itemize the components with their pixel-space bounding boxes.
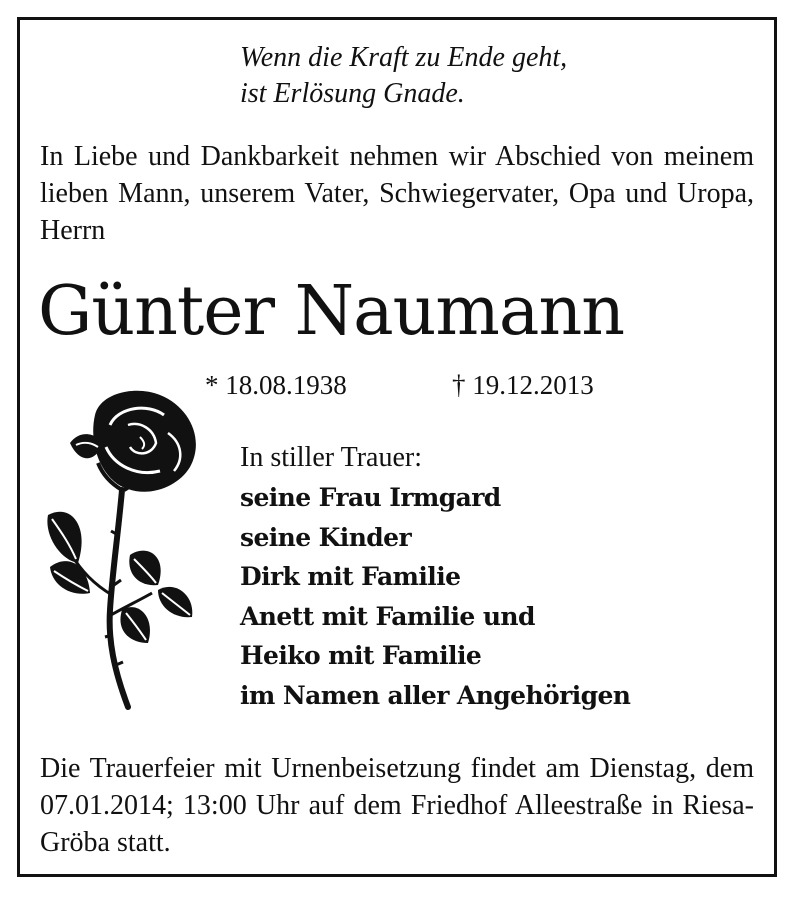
list-item: Anett mit Familie und <box>240 601 535 631</box>
motto-line-1: Wenn die Kraft zu Ende geht, <box>240 42 568 73</box>
funeral-details: Die Trauerfeier mit Urnenbeisetzung findet am Dienstag, dem 07.01.2014; 13:00 Uhr auf dem Friedhof Alleestraße in Riesa-Gröba statt. <box>40 753 754 858</box>
list-item: Heiko mit Familie <box>240 641 482 670</box>
death-date: † 19.12.2013 <box>452 370 594 400</box>
motto-line-2: ist Erlösung Gnade. <box>240 78 465 109</box>
list-item: seine Frau Irmgard <box>240 483 501 512</box>
deceased-name: Günter Naumann <box>38 272 625 351</box>
rose-icon <box>40 385 200 715</box>
mourners-list <box>240 478 630 715</box>
list-item: Dirk mit Familie <box>240 562 461 591</box>
birth-date: * 18.08.1938 <box>205 370 347 400</box>
list-item: seine Kinder <box>240 522 412 552</box>
mourning-heading: In stiller Trauer: <box>240 442 422 473</box>
intro-text: In Liebe und Dankbarkeit nehmen wir Abschied von meinem lieben Mann, unserem Vater, Schwiegervater, Opa und Uropa, Herrn <box>40 141 754 246</box>
list-item: im Namen aller Angehörigen <box>240 680 631 710</box>
motto <box>240 40 740 112</box>
